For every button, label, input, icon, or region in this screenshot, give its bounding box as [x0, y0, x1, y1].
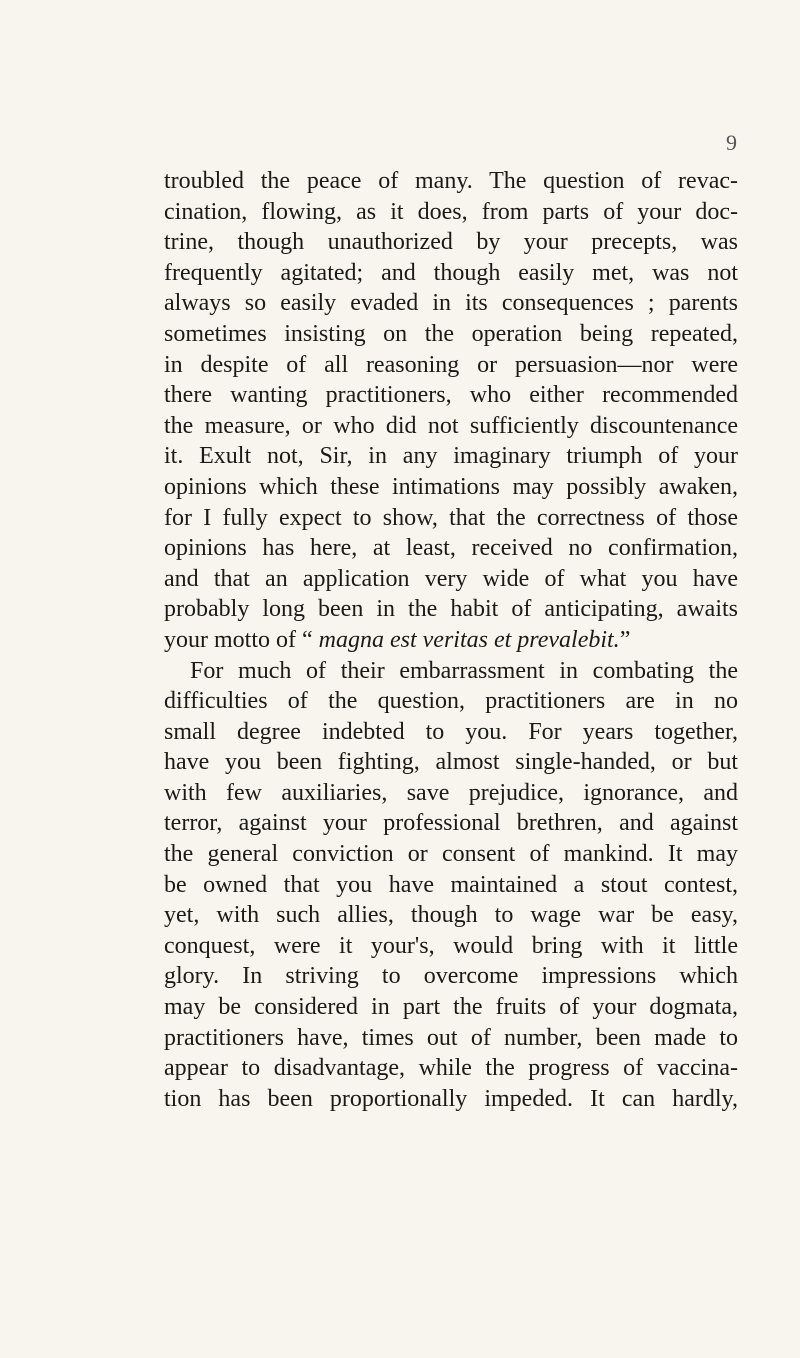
text-line: troubled the peace of many. The question of revac- [164, 168, 738, 194]
text-line: for I fully expect to show, that the correctness of those [164, 504, 738, 531]
text-line: the general conviction or consent of mankind. It may [164, 841, 738, 868]
text-line: with few auxiliaries, save prejudice, ignorance, and [164, 779, 738, 806]
text-line: cination, flowing, as it does, from parts of your doc- [164, 198, 738, 225]
text-line: trine, though unauthorized by your precepts, was [164, 229, 738, 256]
text-line: sometimes insisting on the operation being repeated, [164, 320, 738, 347]
text-line: conquest, were it your's, would bring with it little [164, 932, 738, 959]
text-line: there wanting practitioners, who either recommended [164, 382, 738, 409]
motto-prefix: your motto of “ [164, 626, 319, 653]
text-line: small degree indebted to you. For years together, [164, 718, 738, 745]
motto-suffix: ” [619, 626, 631, 653]
paragraph-first-line: For much of their embarrassment in combating the [190, 657, 738, 684]
text-line: opinions has here, at least, received no confirmation, [164, 535, 738, 562]
text-line: terror, against your professional brethren, and against [164, 810, 738, 837]
text-line: appear to disadvantage, while the progress of vaccina- [164, 1055, 738, 1082]
motto-latin: magna est veritas et prevalebit. [318, 626, 620, 653]
page-number: 9 [726, 130, 737, 155]
text-line: difficulties of the question, practitioners are in no [164, 688, 738, 715]
text-line: may be considered in part the fruits of your dogmata, [164, 994, 738, 1021]
body-text [164, 166, 738, 1114]
text-line: always so easily evaded in its consequences ; parents [164, 290, 738, 317]
text-line: in despite of all reasoning or persuasion—nor were [164, 351, 738, 378]
text-line: yet, with such allies, though to wage war be easy, [164, 902, 738, 929]
text-line: be owned that you have maintained a stout contest, [164, 871, 738, 898]
motto-line [164, 625, 738, 656]
text-line: opinions which these intimations may possibly awaken, [164, 473, 738, 500]
text-line: it. Exult not, Sir, in any imaginary triumph of your [164, 443, 738, 470]
text-line: practitioners have, times out of number, been made to [164, 1024, 738, 1051]
text-line: the measure, or who did not sufficiently discountenance [164, 412, 738, 439]
text-line: probably long been in the habit of anticipating, awaits [164, 596, 738, 623]
text-line: glory. In striving to overcome impressions which [164, 963, 738, 990]
text-line: have you been fighting, almost single-handed, or but [164, 749, 738, 776]
text-line: frequently agitated; and though easily met, was not [164, 259, 738, 286]
text-line: tion has been proportionally impeded. It can hardly, [164, 1085, 738, 1112]
text-line: and that an application very wide of what you have [164, 565, 738, 592]
